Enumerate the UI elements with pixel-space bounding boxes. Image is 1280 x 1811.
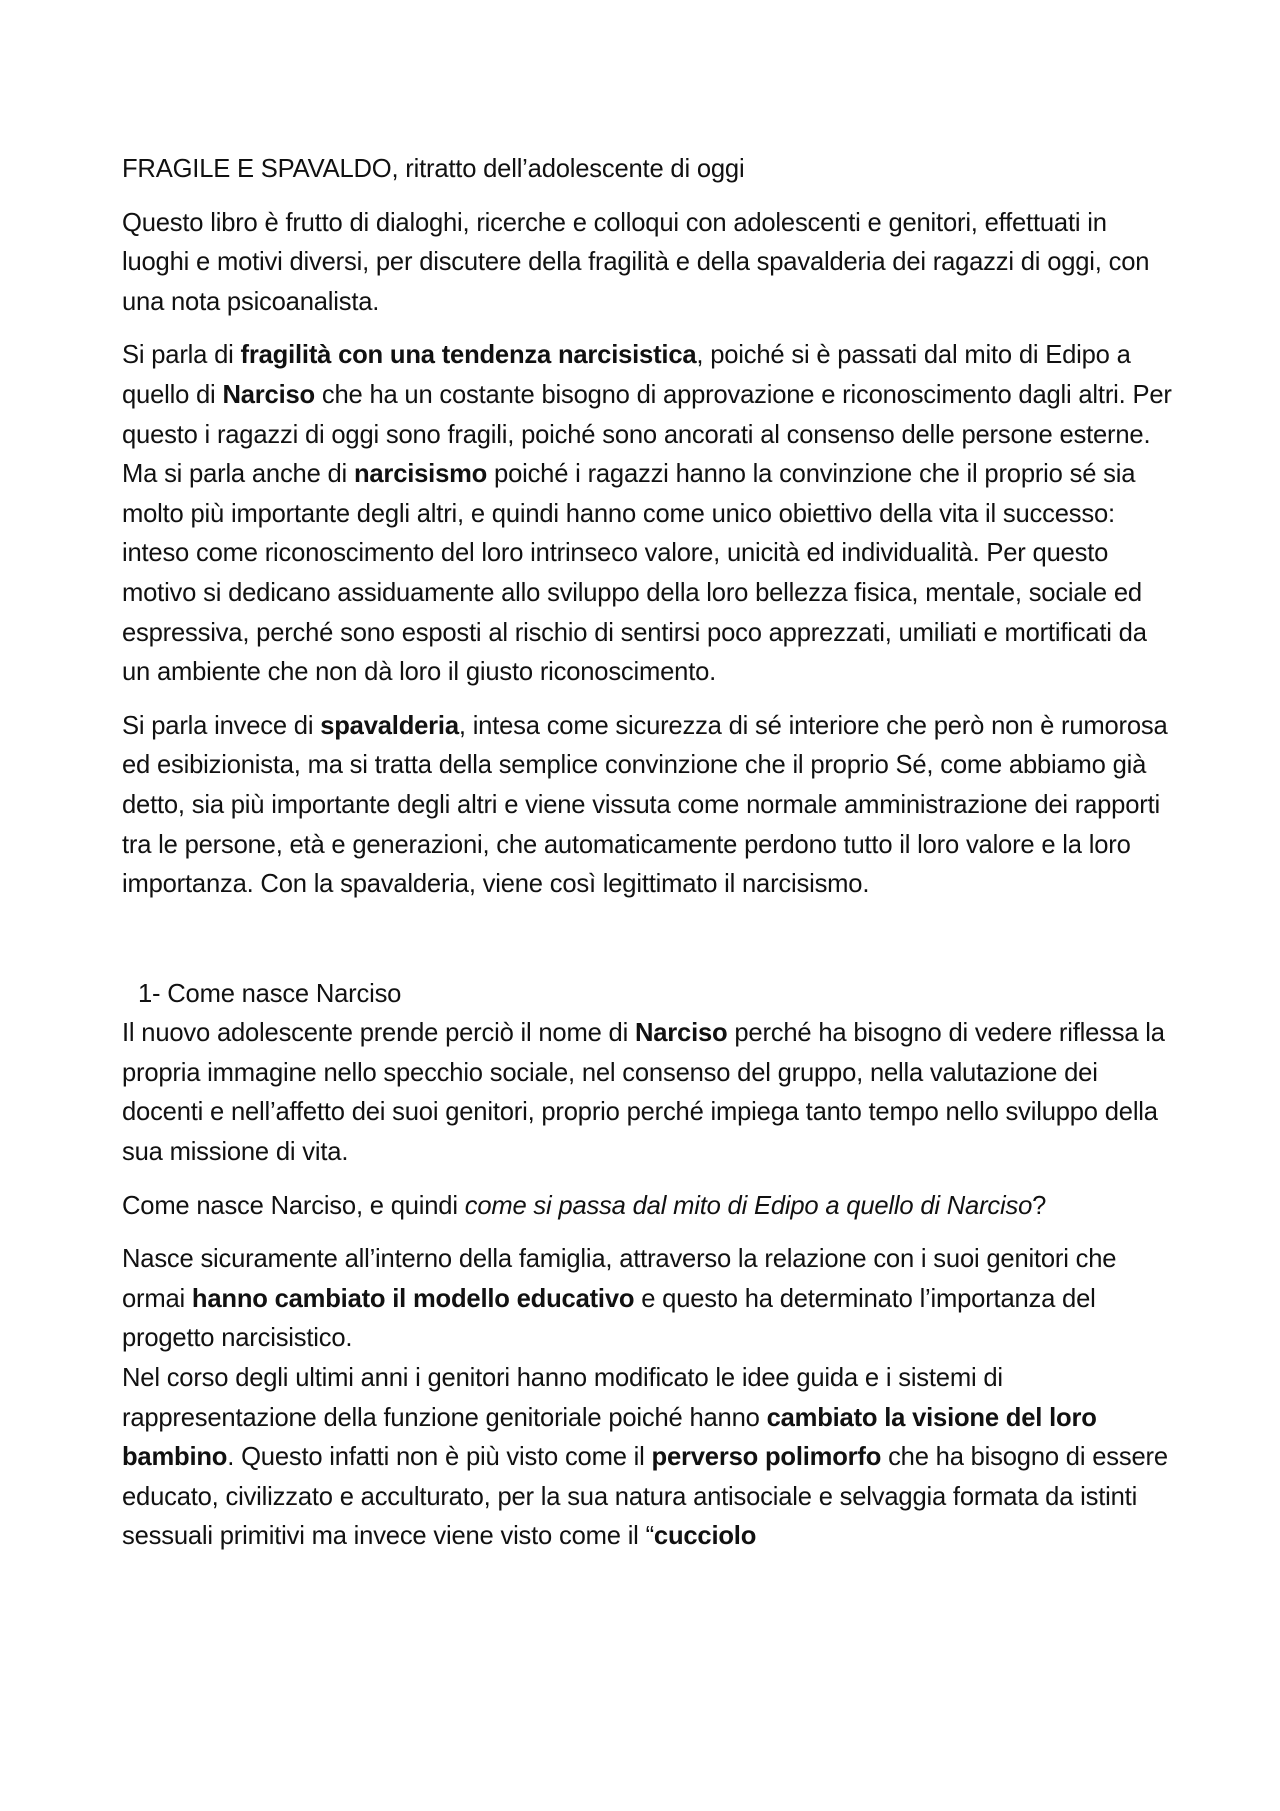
narciso-paragraph xyxy=(122,1014,1172,1172)
bold-term: Narciso xyxy=(634,1019,728,1048)
bold-term: perverso polimorfo xyxy=(651,1443,882,1472)
spavalderia-paragraph xyxy=(122,707,1172,905)
bold-term: cambiato la visione del loro bambino xyxy=(122,1403,1097,1472)
bold-term: spavalderia xyxy=(320,711,459,740)
text-run: Nel corso degli ultimi anni i genitori hanno modificato le idee guida e i sistemi di rappresentazione della funzione genitoriale poiché hanno xyxy=(122,1364,1003,1432)
intro-paragraph: Questo libro è frutto di dialoghi, ricerche e colloqui con adolescenti e genitori, effettuati in luoghi e motivi diversi, per discutere della fragilità e della spavalderia dei ragazzi di oggi, con una nota psicoanalista. xyxy=(122,208,1150,316)
bold-term: Narciso xyxy=(222,380,315,409)
text-run: che ha bisogno di essere educato, civilizzato e acculturato, per la sua natura antisociale e selvaggia formata da istinti sessuali primitivi ma invece viene visto come il “ xyxy=(122,1443,1168,1551)
text-run: , poiché si è passati dal mito di Edipo a quello di xyxy=(122,341,1131,409)
text-run: perché ha bisogno di vedere riflessa la propria immagine nello specchio sociale, nel consenso del gruppo, nella valutazione dei docenti e nell’affetto dei suoi genitori, proprio perché impiega tanto tempo nello sviluppo della sua missione di vita. xyxy=(122,1019,1165,1167)
bold-term: hanno cambiato il modello educativo xyxy=(191,1284,635,1313)
text-run: Si parla invece di xyxy=(122,711,321,740)
family-paragraph xyxy=(122,1240,1172,1359)
fragility-paragraph xyxy=(122,336,1172,692)
text-run: Come nasce Narciso, e quindi xyxy=(122,1191,465,1220)
text-run: e questo ha determinato l’importanza del progetto narcisistico. xyxy=(122,1284,1096,1353)
text-run: Il nuovo adolescente prende perciò il nome di xyxy=(122,1019,635,1048)
document-body xyxy=(122,150,1172,1571)
text-run: . Questo infatti non è più visto come il xyxy=(227,1443,652,1472)
italic-phrase: come si passa dal mito di Edipo a quello di Narciso xyxy=(464,1191,1033,1220)
text-run: , intesa come sicurezza di sé interiore che però non è rumorosa ed esibizionista, ma si tratta della semplice convinzione che il proprio Sé, come abbiamo già detto, sia più importante degli altri e viene vissuta come normale amministrazione dei rapporti tra le persone, età e generazioni, che automaticamente perdono tutto il loro valore e la loro importanza. Con la spavalderia, viene così legittimato il narcisismo. xyxy=(122,711,1168,899)
text-run: che ha un costante bisogno di approvazione e riconoscimento dagli altri. Per questo i ragazzi di oggi sono fragili, poiché sono ancorati al consenso delle persone esterne. Ma si parla anche di xyxy=(122,380,1172,489)
question-paragraph xyxy=(122,1187,1172,1227)
section-heading: 1- Come nasce Narciso xyxy=(138,979,402,1008)
text-run: Nasce sicuramente all’interno della famiglia, attraverso la relazione con i suoi genitori che ormai xyxy=(122,1245,1117,1313)
section-spacer xyxy=(122,919,1172,975)
parents-paragraph xyxy=(122,1359,1172,1557)
text-run: poiché i ragazzi hanno la convinzione che il proprio sé sia molto più importante degli altri, e quindi hanno come unico obiettivo della vita il successo: inteso come riconoscimento del loro intrinseco valore, unicità ed individualità. Per questo motivo si dedicano assiduamente allo sviluppo della loro bellezza fisica, mentale, sociale ed espressiva, perché sono esposti al rischio di sentirsi poco apprezzati, umiliati e mortificati da un ambiente che non dà loro il giusto riconoscimento. xyxy=(122,460,1147,687)
bold-term: cucciolo xyxy=(653,1522,757,1551)
bold-term: narcisismo xyxy=(353,460,488,489)
bold-term: fragilità con una tendenza narcisistica xyxy=(240,341,697,370)
text-run: ? xyxy=(1032,1191,1047,1220)
document-title: FRAGILE E SPAVALDO, ritratto dell’adolescente di oggi xyxy=(122,155,745,183)
text-run: Si parla di xyxy=(122,341,241,370)
